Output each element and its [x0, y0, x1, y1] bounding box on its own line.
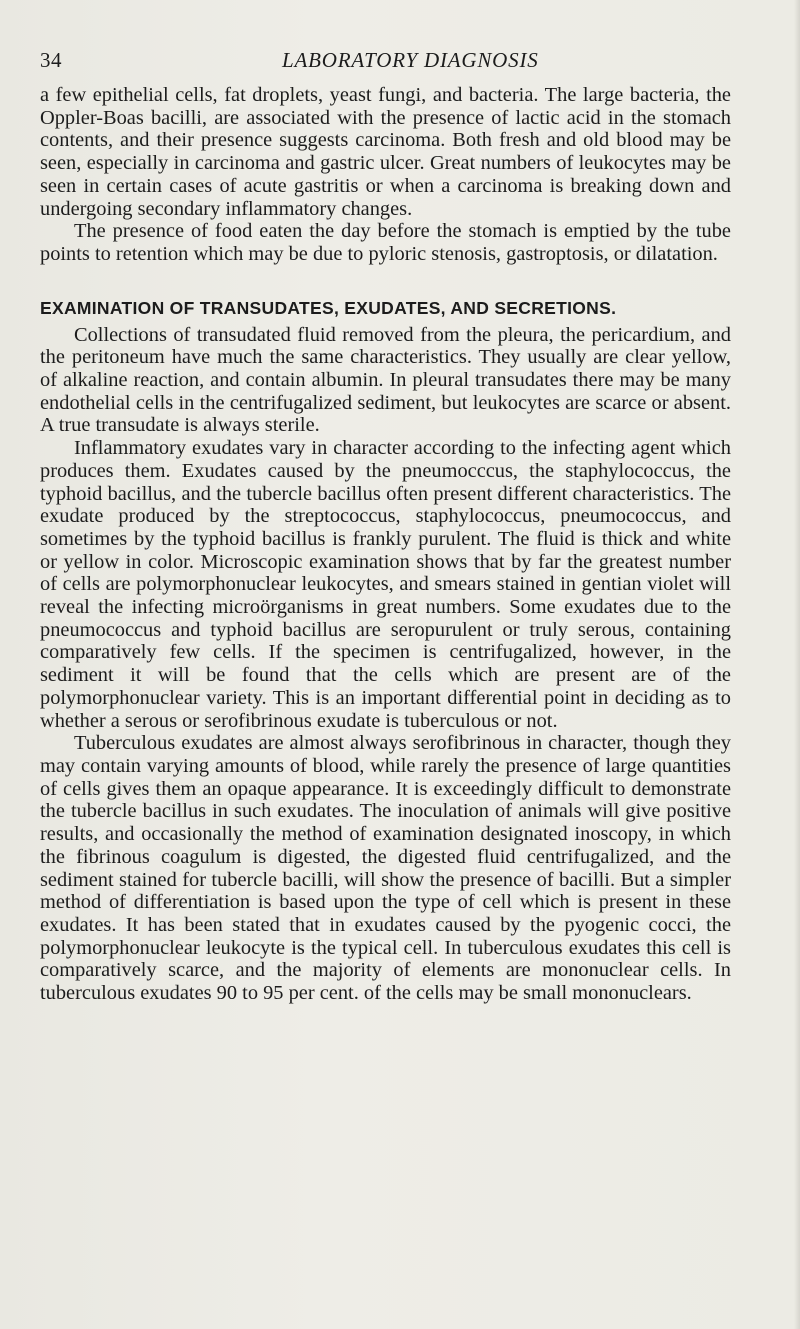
paragraph-stomach-contents: a few epithelial cells, fat droplets, yeast fungi, and bacteria. The large bacteria, the Oppler-Boas bacilli, are associated with the presence of lactic acid in the stomach contents, and their presence suggests carcinoma. Both fresh and old blood may be seen, especially in carcinoma and gastric ulcer. Great numbers of leukocytes may be seen in certain cases of acute gastritis or when a carcinoma is breaking down and undergoing secondary inflammatory changes. [40, 84, 731, 220]
paragraph-inflammatory-exudates: Inflammatory exudates vary in character according to the infecting agent which produces them. Exudates caused by the pneumocccus, the staphylococcus, the typhoid bacillus, and the tubercle bacillus often present different characteristics. The exudate produced by the streptococcus, staphylococcus, pneumococcus, and sometimes by the typhoid bacillus is frankly purulent. The fluid is thick and white or yellow in color. Microscopic examination shows that by far the greatest number of cells are polymorphonuclear leukocytes, and smears stained in gentian violet will reveal the infecting microörganisms in great numbers. Some exudates due to the pneumococcus and typhoid bacillus are seropurulent or truly serous, containing comparatively few cells. If the specimen is centrifugalized, however, in the sediment it will be found that the cells which are present are of the polymorphonuclear variety. This is an important differential point in deciding as to whether a serous or serofibrinous exudate is tuberculous or not. [40, 437, 731, 732]
paragraph-food-retention: The presence of food eaten the day before the stomach is emptied by the tube points to retention which may be due to pyloric stenosis, gastroptosis, or dilatation. [40, 220, 731, 265]
page-number: 34 [40, 48, 62, 72]
page-edge-shadow [794, 0, 800, 1329]
section-heading: EXAMINATION OF TRANSUDATES, EXUDATES, AND SECRETIONS. [40, 297, 617, 318]
body-text [40, 84, 731, 1005]
page-header [40, 48, 730, 78]
paragraph-tuberculous-exudates: Tuberculous exudates are almost always serofibrinous in character, though they may contain varying amounts of blood, while rarely the presence of large quantities of cells gives them an opaque appearance. It is exceedingly difficult to demonstrate the tubercle bacillus in such exudates. The inoculation of animals will give positive results, and occasionally the method of examination designated inoscopy, in which the fibrinous coagulum is digested, the digested fluid centrifugalized, and the sediment stained for tubercle bacilli, will show the presence of bacilli. But a simpler method of differentiation is based upon the type of cell which is present in these exudates. It has been stated that in exudates caused by the pyogenic cocci, the polymorphonuclear leukocyte is the typical cell. In tuberculous exudates this cell is comparatively scarce, and the majority of elements are mononuclear cells. In tuberculous exudates 90 to 95 per cent. of the cells may be small mononuclears. [40, 732, 731, 1005]
running-head: LABORATORY DIAGNOSIS [282, 48, 539, 72]
paragraph-transudates: Collections of transudated fluid removed from the pleura, the pericardium, and the peritoneum have much the same characteristics. They usually are clear yellow, of alkaline reaction, and contain albumin. In pleural transudates there may be many endothelial cells in the centrifugalized sediment, but leukocytes are scarce or absent. A true transudate is always sterile. [40, 323, 731, 437]
